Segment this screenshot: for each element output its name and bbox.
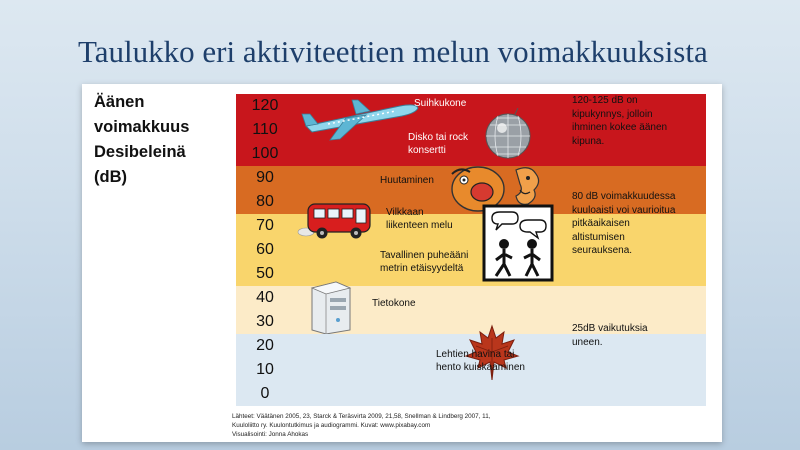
label-jet: Suihkukone — [414, 98, 467, 109]
volume-heading-line: (dB) — [94, 168, 127, 186]
label-computer: Tietokone — [372, 298, 416, 309]
tick-30: 30 — [256, 313, 274, 330]
disco-ball-icon — [482, 108, 532, 160]
note-line: ihminen kokee äänen — [572, 122, 668, 133]
sources-line: Kuuloliitto ry. Kuulontutkimus ja audiogrammi. Kuvat: www.pixabay.com — [232, 422, 431, 429]
note-line: pitkäaikaisen — [572, 218, 630, 229]
volume-heading-line: Desibeleinä — [94, 143, 186, 161]
note-line: uneen. — [572, 336, 603, 348]
label-leaves-line2: hento kuiskaaminen — [436, 362, 525, 373]
label-leaves-line1: Lehtien havina tai — [436, 349, 515, 360]
conversation-icon — [482, 204, 554, 282]
label-disco-line2: konsertti — [408, 145, 446, 156]
note-line: kuuloaisti voi vaurioitua — [572, 204, 676, 216]
label-disco-line1: Disko tai rock — [408, 132, 469, 143]
label-traffic-line1: Vilkkaan — [386, 207, 424, 218]
note-pain-threshold — [572, 94, 720, 148]
note-line: seurauksena. — [572, 245, 633, 256]
note-hearing-damage — [572, 190, 720, 258]
tick-100: 100 — [251, 145, 279, 162]
label-speech-line2: metrin etäisyydeltä — [380, 263, 464, 274]
tick-0: 0 — [260, 385, 270, 402]
label-shout: Huutaminen — [380, 175, 434, 186]
slide-title: Taulukko eri aktiviteettien melun voimakkuuksista — [78, 34, 708, 69]
tick-40: 40 — [256, 289, 274, 306]
tick-110: 110 — [252, 121, 278, 138]
note-sleep — [572, 322, 720, 349]
sources-line: Lähteet: Väätänen 2005, 23, Starck & Teräsvirta 2009, 21,58, Snellman & Lindberg 2007, 11, — [232, 413, 491, 420]
volume-heading-line: Äänen — [94, 93, 145, 111]
tick-80: 80 — [256, 193, 274, 210]
tick-70: 70 — [256, 217, 274, 234]
note-line: kipukynnys, jolloin — [572, 108, 653, 120]
sources — [232, 412, 702, 439]
bus-icon — [296, 198, 376, 242]
note-line: altistumisen — [572, 231, 625, 243]
label-traffic-line2: liikenteen melu — [386, 220, 453, 231]
airplane-icon — [300, 96, 420, 142]
tick-90: 90 — [256, 169, 274, 186]
volume-heading — [94, 90, 189, 190]
note-line: kipuna. — [572, 135, 605, 147]
volume-heading-line: voimakkuus — [94, 118, 190, 136]
note-line: 80 dB voimakkuudessa — [572, 191, 676, 202]
tick-10: 10 — [256, 361, 274, 378]
computer-tower-icon — [306, 280, 354, 334]
tick-120: 120 — [251, 97, 279, 114]
note-line: 120-125 dB on — [572, 95, 638, 106]
sources-line: Visualisointi: Jonna Ahokas — [232, 431, 309, 438]
note-line: 25dB vaikutuksia — [572, 323, 648, 334]
decibel-table-card — [82, 84, 722, 442]
tick-60: 60 — [256, 241, 274, 258]
label-speech-line1: Tavallinen puheääni — [380, 250, 469, 261]
tick-20: 20 — [256, 337, 274, 354]
tick-50: 50 — [256, 265, 274, 282]
